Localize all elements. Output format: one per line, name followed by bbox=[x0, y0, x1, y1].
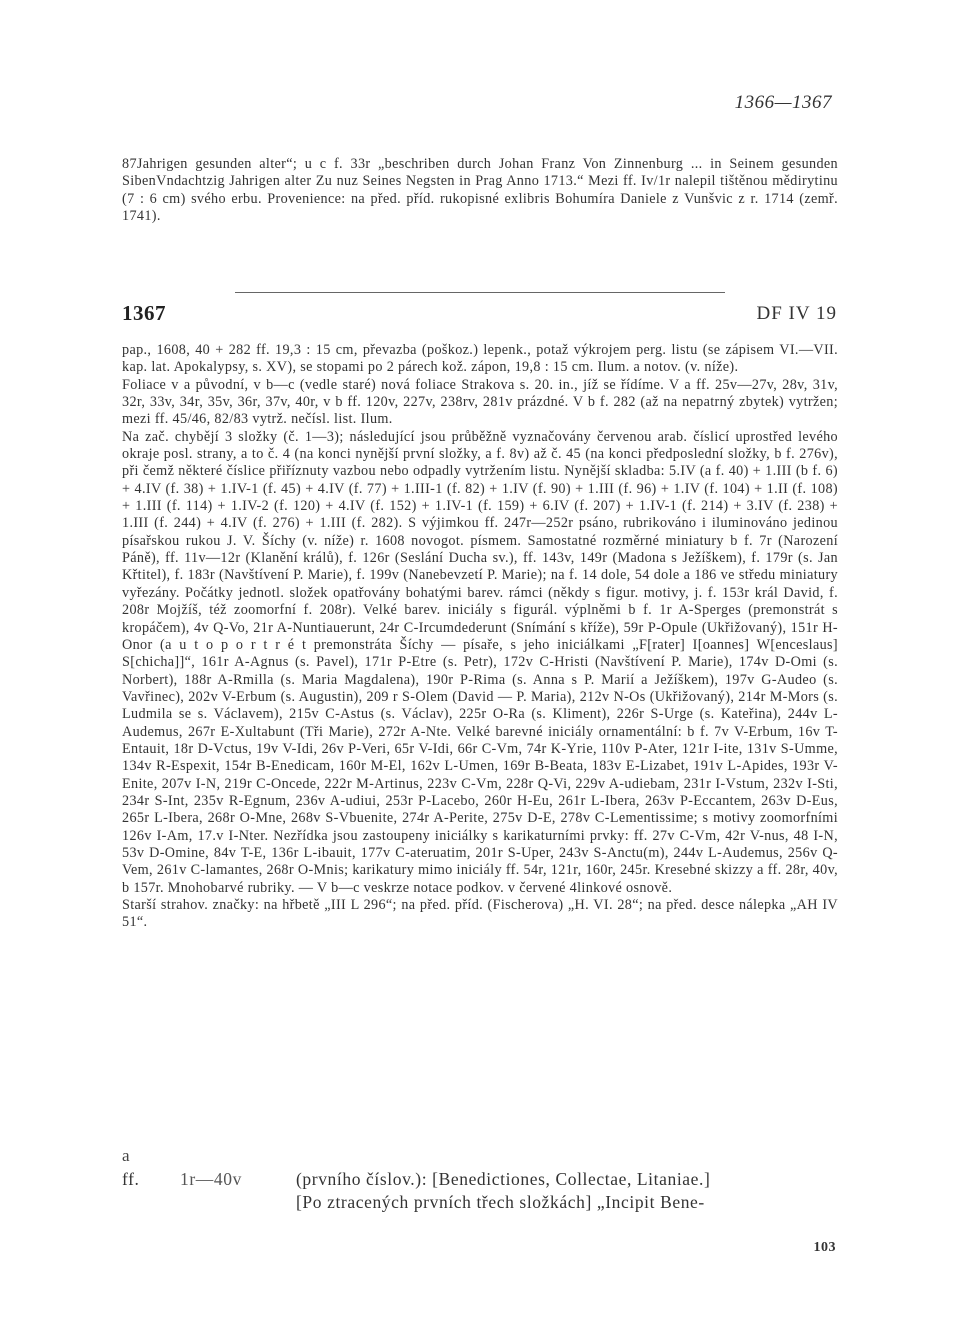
folio-label: ff. bbox=[122, 1169, 140, 1189]
structure-and-decoration: Na zač. chybějí 3 složky (č. 1—3); následující jsou průběžně vyznačovány červenou arab. číslicí uprostřed levého okraje posl. strany, a to č. 4 (na konci nynější první složky, a f. 8v) až č. 45 (na konci předposlední složky, b f. 276v), při čemž některé číslice přiříznuty vazbou nebo odpadly vytržením listu. Nynější skladba: 5.IV (a f. 40) + 1.III (b f. 6) + 4.IV (f. 38) + 1.IV-1 (f. 45) + 4.IV (f. 77) + 1.III-1 (f. 82) + 1.IV (f. 90) + 1.III (f. 96) + 1.IV (f. 104) + 1.II (f. 108) + 1.III (f. 114) + 1.IV-2 (f. 120) + 4.IV (f. 152) + 1.IV-1 (f. 159) + 6.IV (f. 207) + 1.IV-1 (f. 214) + 3.IV (f. 238) + 1.III (f. 244) + 4.IV (f. 276) + 1.III (f. 282). S výjimkou ff. 247r—252r psáno, rubrikováno i iluminováno jedinou písařskou rukou J. V. Šíchy (v. níže) r. 1608 novogot. písmem. Samostatné rozměrné miniatury b f. 7r (Narození Páně), ff. 11v—12r (Klanění králů), f. 126r (Seslání Ducha sv.), ff. 143v, 149r (Madona s Ježíškem), f. 179r (s. Jan Křtitel), f. 183r (Navštívení P. Marie), f. 199v (Nanebevzetí P. Marie); na f. 14 dole, 54 dole a 186 ve středu miniatury vyřezány. Počátky jednotl. složek opatřovány bohatými barev. rámci (někdy s figur. motivy, j. f. 153r král David, f. 208r Mojžíš, též zoomorfní f. 208r). Velké barev. iniciály s figurál. výplněmi b f. 1r A-Sperges (premonstrát s kropáčem), 4v Q-Vo, 21r A-Nuntiauerunt, 24r C-Ircumdederunt (Snímání s kříže), 59r P-Opule (Ukřižovaný), 151r H-Onor (a u t o p o r t r é t premonstráta Šíchy — písaře, s jeho iniciálkami „F[rater] I[oannes] W[enceslaus] S[chicha]]“, 161r A-Agnus (s. Pavel), 171r P-Etre (s. Petr), 172v C-Hristi (Navštívení P. Marie), 174v D-Omi (s. Norbert), 188r A-Rmilla (s. Maria Magdalena), 190r P-Rima (s. Anna s P. Marií a Ježíškem), 197v G-Audeo (s. Vavřinec), 202v V-Erbum (s. Augustin), 209 r S-Olem (David — P. Maria), 212v N-Os (Ukřižovaný), 214r M-Mors (s. Ludmila se s. Václavem), 215v C-Astus (s. Václav), 225r O-Ra (s. Kliment), 226r S-Urge (s. Kateřina), 244v L-Audemus, 267r E-Xultabunt (Tři Marie), 272r A-Nte. Velké barevné iniciály ornamentální: b f. 7v V-Erbum, 16v T-Entauit, 18r D-Vctus, 19v V-Idi, 26v P-Veri, 65r V-Idi, 66r C-Vm, 74r K-Yrie, 110v P-Ater, 121r I-ite, 131v S-Umme, 134v R-Espexit, 154r B-Enedicam, 160r M-El, 162v L-Umen, 169r B-Beata, 183v E-Lizabet, 191v L-Apides, 193r V-Enite, 207v I-N, 219r C-Oncede, 222r M-Artinus, 223v C-Vm, 228r Q-Vi, 229v A-udiebam, 231r I-Vstum, 232v I-Sti, 234r S-Int, 235v R-Egnum, 236v A-udiui, 253r P-Lacebo, 260r H-Eu, 261r L-Ibera, 263v P-Eccantem, 263v D-Eus, 265r L-Ibera, 268r O-Mne, 268v S-Vbuenite, 274r A-Perite, 275v D-E, 278v C-Lementissime; s motivy zoomorfními 126v I-Am, 17.v I-Nter. Nezřídka jsou zastoupeny iniciálky s karikaturními prvky: ff. 27v C-Vm, 42r V-nus, 48 I-N, 53v D-Omine, 84v T-E, 136r L-ibauit, 177v C-ateruatim, 201r S-Uper, 243v S-Anctu(m), 244v L-Audemus, 256v Q-Vem, 261v C-lamantes, 268r O-Mnis; karikatury mimo iniciály ff. 54r, 121r, 160r, 245r. Kresebné skizzy a ff. 28r, 40v, b 157r. Mnohobarvé rubriky. — V b—c veskrze notace podkov. v červené 4linkové osnově. bbox=[122, 428, 838, 896]
contents-line: [Po ztracených prvních třech složkách] „Incipit Bene- bbox=[296, 1192, 705, 1212]
entry-number: 1367 bbox=[122, 301, 166, 325]
running-head: 1366—1367 bbox=[734, 92, 832, 113]
section-divider bbox=[235, 292, 725, 293]
intro-text: 87Jahrigen gesunden alter“; u c f. 33r „beschriben durch Johan Franz Von Zinnenburg ... in Seinem gesunden SibenVndachtzig Jahrigen alter Zu nuz Seines Negsten in Prag Anno 1713.“ Mezi ff. Iv/1r nalepil tištěnou mědirytinu (7 : 6 cm) svého erbu. Provenience: na před. příd. rukopisné exlibris Bohumíra Daniele z Vunšvic z r. 1714 (zemř. 1741). bbox=[122, 156, 838, 225]
old-shelfmarks: Starší strahov. značky: na hřbetě „III L 296“; na před. příd. (Fischerova) „H. VI. 28“; na před. desce nálepka „AH IV 51“. bbox=[122, 897, 838, 931]
folio-range: 1r—40v bbox=[180, 1169, 242, 1189]
entry-description bbox=[122, 342, 838, 932]
contents-line: (prvního číslov.): [Benedictiones, Collectae, Litaniae.] bbox=[296, 1169, 711, 1189]
contents-text bbox=[296, 1168, 838, 1214]
page-number: 103 bbox=[813, 1240, 836, 1255]
shelfmark: DF IV 19 bbox=[756, 303, 837, 324]
physical-description: pap., 1608, 40 + 282 ff. 19,3 : 15 cm, převazba (poškoz.) lepenk., potaž výkrojem perg. listu (se zápisem VI.—VII. kap. lat. Apokalypsy, s. XV), se stopami po 2 párech kož. zápon, 19,8 : 15 cm. Ilum. a notov. (v. níže). bbox=[122, 342, 838, 376]
foliation-note: Foliace v a původní, v b—c (vedle staré) nová foliace Strakova s. 20. in., jíž se řídíme. V a ff. 25v—27v, 28v, 31v, 32r, 33v, 34r, 35v, 36r, 37v, 40r, v b ff. 120v, 227v, 238rv, 281v prázdné. V b f. 282 (až na nepatrný zbytek) vytržen; mezi ff. 45/46, 82/83 vytrž. nečísl. list. Ilum. bbox=[122, 376, 838, 428]
intro-paragraph bbox=[122, 156, 838, 225]
part-label: a bbox=[122, 1146, 130, 1165]
